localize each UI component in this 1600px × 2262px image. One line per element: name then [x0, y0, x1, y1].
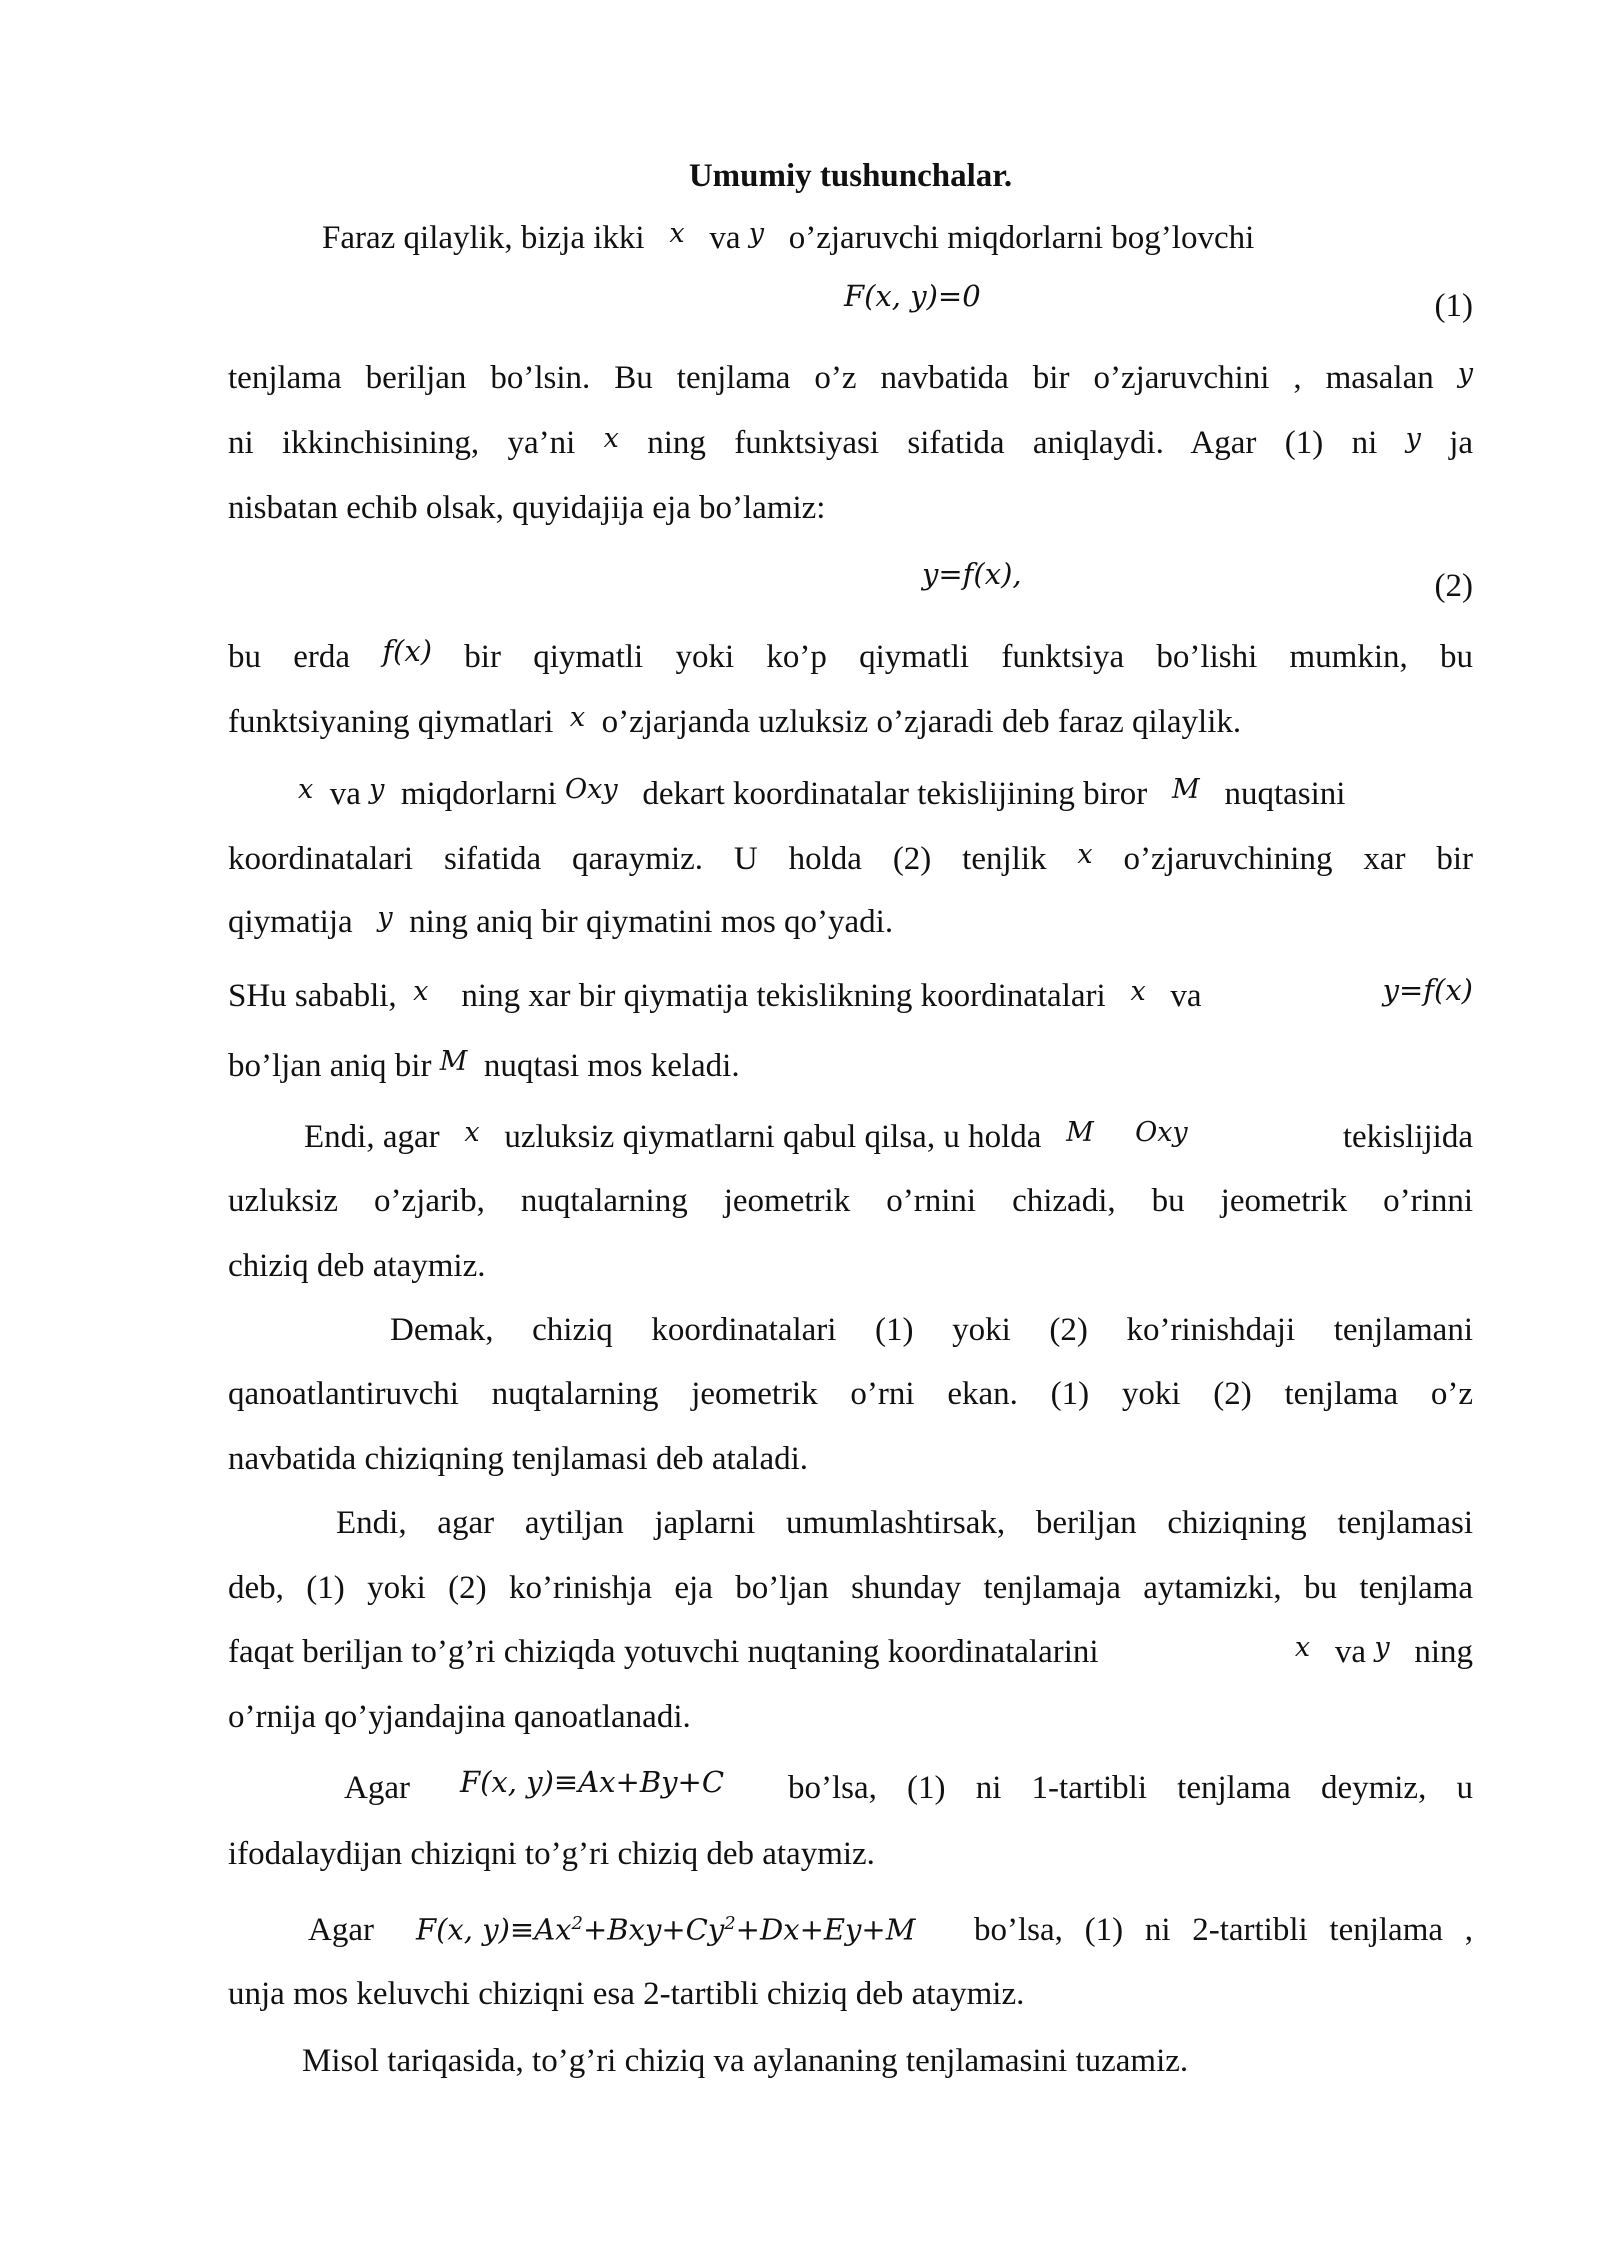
math-x: x [1077, 839, 1093, 870]
math-exponent: 2 [571, 1913, 583, 1934]
text: o’zjarjanda uzluksiz o’zjaradi deb faraz qilaylik. [601, 704, 1242, 740]
text: bu erda [228, 639, 351, 675]
math-oxy: Oxy [1135, 1117, 1188, 1148]
paragraph-11 [228, 2041, 1473, 2081]
text: dekart koordinatalar tekislijining biror [642, 776, 1148, 812]
text: Misol tariqasida, to’g’ri chiziq va aylananing tenjlamasini tuzamiz. [302, 2043, 1189, 2079]
math-x: x [413, 976, 429, 1007]
paragraph-4-line-3 [228, 902, 1473, 944]
paragraph-5-line-2 [228, 1046, 1473, 1088]
page-title: Umumiy tushunchalar. [688, 158, 1013, 194]
math-m: M [439, 1046, 468, 1077]
paragraph-10-line-2: unja mos keluvchi chiziqni esa 2-tartibli chiziq deb ataymiz. [228, 1976, 1025, 2012]
math-exponent: 2 [724, 1913, 736, 1934]
paragraph-8-line-3 [228, 1632, 1473, 1672]
math-y: y [1405, 423, 1421, 454]
paragraph-8-tail [1295, 1632, 1473, 1674]
text: ni ikkinchisining, ya’ni [228, 425, 576, 461]
text: Faraz qilaylik, bizja ikki [322, 220, 645, 256]
equation-2-formula: y=f(x), [922, 557, 1022, 591]
equation-1-number: (1) [1434, 288, 1473, 324]
paragraph-3-line-2 [228, 702, 1473, 744]
text: ning aniq bir qiymatini mos qo’yadi. [409, 904, 894, 940]
math-x: x [669, 218, 685, 249]
paragraph-2-line-2 [228, 423, 1473, 465]
math-fx: f(x) [382, 634, 433, 668]
text: nuqtasi mos keladi. [483, 1048, 740, 1084]
text: miqdorlarni [400, 776, 557, 812]
math-y-fx: y=f(x) [1382, 973, 1473, 1007]
math-y: y [748, 218, 764, 249]
math-f-quadratic [416, 1904, 915, 1950]
text: va [329, 776, 361, 812]
text: koordinatalari sifatida qaraymiz. U holda (2) tenjlik [228, 841, 1047, 877]
math-m: M [1172, 774, 1200, 805]
text: faqat beriljan to’g’ri chiziqda yotuvchi nuqtaning koordinatalarini [228, 1634, 1099, 1670]
text: ning [1414, 1634, 1473, 1670]
math-x: x [1294, 1632, 1311, 1663]
paragraph-3-line-1 [228, 634, 1474, 677]
math-oxy: Oxy [564, 774, 618, 805]
paragraph-1-line-1 [228, 218, 1473, 260]
text: ning xar bir qiymatija tekislikning koordinatalari [461, 978, 1106, 1014]
text: ning funktsiyasi sifatida aniqlaydi. Agar (1) ni [647, 425, 1378, 461]
paragraph-8-line-2: deb, (1) yoki (2) ko’rinishja eja bo’ljan shunday tenjlamaja aytamizki, bu tenjlama [228, 1570, 1473, 1606]
text: ja [1449, 425, 1474, 461]
text: Agar [344, 1770, 410, 1806]
paragraph-10-line-1 [228, 1910, 1473, 1950]
math-y: y [377, 902, 393, 933]
paragraph-8-line-1: Endi, agar aytiljan japlarni umumlashtirsak, beriljan chiziqning tenjlamasi [336, 1505, 1473, 1541]
text: funktsiyaning qiymatlari [228, 704, 554, 740]
paragraph-6-line-2: uzluksiz o’zjarib, nuqtalarning jeometrik o’rnini chizadi, bu jeometrik o’rinni [228, 1183, 1473, 1219]
math-x: x [298, 774, 314, 805]
text: nuqtasini [1224, 776, 1346, 812]
text: o’zjaruvchining xar bir [1123, 841, 1474, 877]
text: va [1170, 978, 1202, 1014]
math-x: x [569, 702, 586, 733]
paragraph-7-line-1: Demak, chiziq koordinatalari (1) yoki (2) ko’rinishdaji tenjlamani [390, 1312, 1473, 1348]
math-part: +Bxy+Cy [582, 1912, 725, 1947]
text: Agar [308, 1912, 374, 1948]
text: bir qiymatli yoki ko’p qiymatli funktsiya bo’lishi mumkin, bu [464, 639, 1474, 675]
paragraph-8-line-4: o’rnija qo’yjandajina qanoatlanadi. [228, 1699, 691, 1735]
equation-1-formula: F(x, y)=0 [844, 279, 981, 313]
math-f-linear: F(x, y)≡Ax+By+C [460, 1765, 725, 1799]
text: bo’lsa, (1) ni 2-tartibli tenjlama , [974, 1912, 1473, 1948]
text: bo’ljan aniq bir [228, 1048, 432, 1084]
paragraph-5-line-1 [228, 973, 1473, 1018]
paragraph-4-line-2 [228, 839, 1473, 881]
text: uzluksiz qiymatlarni qabul qilsa, u holda [504, 1119, 1042, 1155]
math-y: y [1457, 358, 1473, 389]
math-y: y [1374, 1632, 1390, 1663]
math-x: x [603, 423, 619, 454]
math-part: +Dx+Ey+M [735, 1912, 916, 1947]
paragraph-9-line-1 [228, 1765, 1473, 1808]
math-x: x [1130, 976, 1146, 1007]
paragraph-4-line-1 [228, 774, 1473, 816]
text: o’zjaruvchi miqdorlarni bog’lovchi [788, 220, 1255, 256]
paragraph-2-line-1 [228, 358, 1473, 400]
text: va [709, 220, 741, 256]
math-part: F(x, y)≡Ax [416, 1912, 572, 1947]
paragraph-7-line-2: qanoatlantiruvchi nuqtalarning jeometrik o’rni ekan. (1) yoki (2) tenjlama o’z [228, 1376, 1473, 1412]
paragraph-2-line-3: nisbatan echib olsak, quyidajija eja bo’lamiz: [228, 490, 826, 526]
paragraph-6-line-3: chiziq deb ataymiz. [228, 1248, 486, 1284]
paragraph-9-line-2: ifodalaydijan chiziqni to’g’ri chiziq deb ataymiz. [228, 1836, 875, 1872]
paragraph-7-line-3: navbatida chiziqning tenjlamasi deb ataladi. [228, 1441, 809, 1477]
math-m: M [1066, 1117, 1094, 1148]
equation-2-number: (2) [1434, 568, 1473, 604]
text: va [1334, 1634, 1367, 1670]
text: bo’lsa, (1) ni 1-tartibli tenjlama deymiz, u [788, 1770, 1473, 1806]
paragraph-6-line-1 [228, 1117, 1473, 1159]
math-y: y [369, 774, 385, 805]
text: tenjlama beriljan bo’lsin. Bu tenjlama o’z navbatida bir o’zjaruvchini , masalan [228, 360, 1434, 396]
text: SHu sababli, [228, 978, 397, 1014]
math-x: x [464, 1117, 480, 1148]
text: Endi, agar [304, 1119, 440, 1155]
text: qiymatija [228, 904, 353, 940]
text: tekislijida [1342, 1119, 1473, 1155]
